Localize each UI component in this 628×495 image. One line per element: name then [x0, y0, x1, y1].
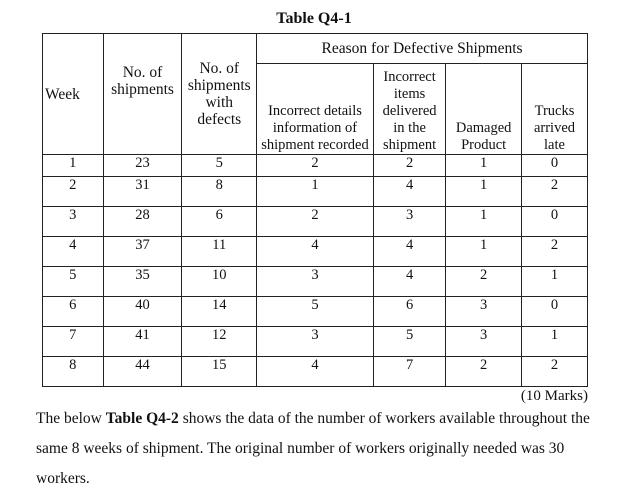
header-shipments: No. of shipments: [103, 34, 182, 155]
table-cell: 37: [103, 237, 182, 267]
table-cell: 1: [257, 177, 374, 207]
marks-label: (10 Marks): [520, 388, 588, 404]
table-cell: 3: [257, 267, 374, 297]
question-paragraph: [36, 404, 596, 494]
table-cell: 11: [182, 237, 257, 267]
table-cell: 1: [43, 155, 104, 177]
table-cell: 3: [257, 327, 374, 357]
table-cell: 1: [521, 267, 587, 297]
table-cell: 15: [182, 357, 257, 387]
table-row: [43, 327, 588, 357]
header-reason-group: Reason for Defective Shipments: [257, 34, 588, 64]
table-cell: 6: [182, 207, 257, 237]
table-cell: 0: [521, 207, 587, 237]
header-row-group: [43, 34, 588, 64]
table-cell: 4: [373, 177, 445, 207]
header-incorrect-items: Incorrect items delivered in the shipment: [373, 64, 445, 155]
header-trucks-late: Trucks arrived late: [521, 64, 587, 155]
table-row: [43, 267, 588, 297]
table-cell: 2: [43, 177, 104, 207]
table-cell: 2: [446, 267, 522, 297]
table-row: [43, 207, 588, 237]
table-cell: 1: [446, 237, 522, 267]
table-cell: 2: [521, 177, 587, 207]
table-cell: 12: [182, 327, 257, 357]
header-week: Week: [43, 34, 104, 155]
table-cell: 2: [257, 155, 374, 177]
table-body: [43, 34, 588, 387]
paragraph-before: The below: [36, 410, 106, 427]
table-cell: 28: [103, 207, 182, 237]
table-row: [43, 297, 588, 327]
table-row: [43, 177, 588, 207]
table-cell: 8: [182, 177, 257, 207]
table-cell: 5: [182, 155, 257, 177]
table-cell: 5: [373, 327, 445, 357]
table-cell: 44: [103, 357, 182, 387]
defective-shipments-table: [42, 33, 588, 387]
table-cell: 4: [43, 237, 104, 267]
table-cell: 7: [43, 327, 104, 357]
paragraph-table-ref: Table Q4-2: [105, 410, 179, 427]
table-cell: 23: [103, 155, 182, 177]
table-cell: 5: [257, 297, 374, 327]
header-incorrect-details: Incorrect details information of shipment recorded: [257, 64, 374, 155]
table-row: [43, 357, 588, 387]
table-row: [43, 155, 588, 177]
table-cell: 0: [521, 155, 587, 177]
table-cell: 6: [373, 297, 445, 327]
table-cell: 3: [373, 207, 445, 237]
table-cell: 40: [103, 297, 182, 327]
table-cell: 2: [373, 155, 445, 177]
table-cell: 0: [521, 297, 587, 327]
header-damaged-product: Damaged Product: [446, 64, 522, 155]
table-cell: 6: [43, 297, 104, 327]
table-cell: 35: [103, 267, 182, 297]
table-cell: 1: [446, 177, 522, 207]
header-defects: No. of shipments with defects: [182, 34, 257, 155]
paragraph-after: shows the data of the number of workers available throughout the same 8 weeks of shipment. The original number of workers originally needed was 30 workers.: [36, 410, 590, 487]
table-cell: 1: [446, 207, 522, 237]
table-cell: 5: [43, 267, 104, 297]
table-cell: 3: [446, 297, 522, 327]
table-row: [43, 237, 588, 267]
table-cell: 31: [103, 177, 182, 207]
table-cell: 3: [446, 327, 522, 357]
table-cell: 3: [43, 207, 104, 237]
table-cell: 1: [446, 155, 522, 177]
table-title: Table Q4-1: [276, 10, 352, 27]
table-cell: 4: [257, 237, 374, 267]
table-cell: 7: [373, 357, 445, 387]
table-cell: 4: [373, 237, 445, 267]
table-cell: 14: [182, 297, 257, 327]
table-cell: 2: [521, 237, 587, 267]
table-cell: 8: [43, 357, 104, 387]
table-cell: 1: [521, 327, 587, 357]
table-cell: 2: [521, 357, 587, 387]
table-cell: 41: [103, 327, 182, 357]
table-cell: 2: [257, 207, 374, 237]
table-cell: 4: [373, 267, 445, 297]
table-cell: 4: [257, 357, 374, 387]
table-cell: 10: [182, 267, 257, 297]
table-cell: 2: [446, 357, 522, 387]
